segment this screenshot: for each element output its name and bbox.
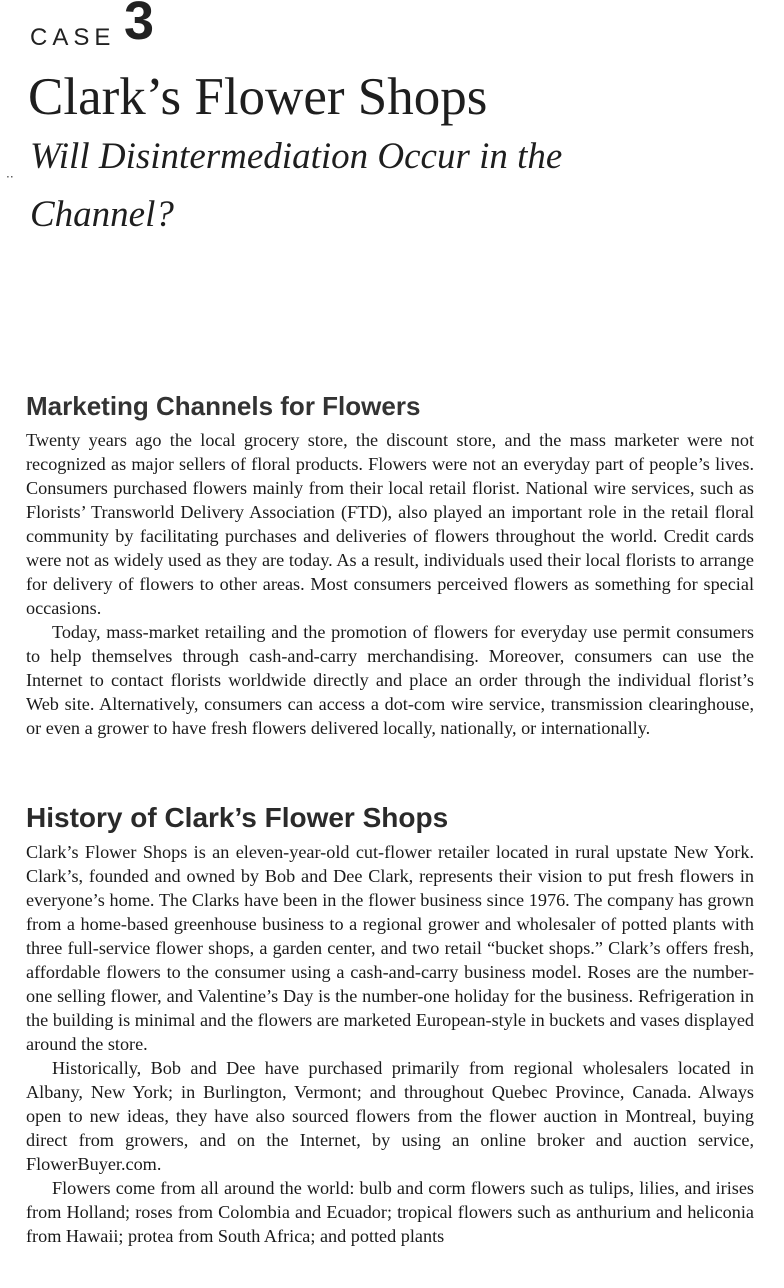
paragraph: Historically, Bob and Dee have purchased primarily from regional wholesalers located in Albany, New York; in Burlington, Vermont; and throughout Quebec Province, Canada. Always open to new ideas, they have also sourced flowers from the flower auction in Montreal, buying direct from growers, and on the Internet, by using an online broker and auction service, FlowerBuyer.com. bbox=[26, 1058, 754, 1174]
section-body bbox=[26, 428, 754, 740]
case-number: 3 bbox=[124, 0, 155, 51]
section-heading: Marketing Channels for Flowers bbox=[26, 391, 421, 421]
case-subtitle: Will Disintermediation Occur in the Channel? bbox=[30, 136, 563, 235]
section-body bbox=[26, 840, 754, 1248]
section-marketing-channels bbox=[26, 388, 754, 740]
case-word: CASE bbox=[30, 24, 116, 51]
section-heading: History of Clark’s Flower Shops bbox=[26, 802, 449, 833]
paragraph: Twenty years ago the local grocery store, the discount store, and the mass marketer were not recognized as major sellers of floral products. Flowers were not an everyday part of people’s lives. Consumers purchased flowers mainly from their local retail florist. National wire services, such as Florists’ Transworld Delivery Association (FTD), also played an important role in the retail floral community by facilitating purchases and deliveries of flowers throughout the world. Credit cards were not as widely used as they are today. As a result, individuals used their local florists to arrange for delivery of flowers to other areas. Most consumers perceived flowers as something for special occasions. bbox=[26, 430, 754, 618]
section-history bbox=[26, 800, 754, 1248]
paragraph: Clark’s Flower Shops is an eleven-year-old cut-flower retailer located in rural upstate New York. Clark’s, founded and owned by Bob and Dee Clark, represents their vision to put fresh flowers in everyone’s home. The Clarks have been in the flower business since 1976. The company has grown from a home-based greenhouse business to a regional grower and wholesaler of potted plants with three full-service flower shops, a garden center, and two retail “bucket shops.” Clark’s offers fresh, affordable flowers to the consumer using a cash-and-carry business model. Roses are the number-one selling flower, and Valentine’s Day is the number-one holiday for the business. Refrigeration in the building is minimal and the flowers are marketed European-style in buckets and vases displayed around the store. bbox=[26, 842, 754, 1054]
paragraph: Flowers come from all around the world: bulb and corm flowers such as tulips, lilies, and irises from Holland; roses from Colombia and Ecuador; tropical flowers such as anthurium and heliconia from Hawaii; protea from South Africa; and potted plants bbox=[26, 1178, 754, 1246]
paragraph: Today, mass-market retailing and the promotion of flowers for everyday use permit consumers to help themselves through cash-and-carry merchandising. Moreover, consumers can use the Internet to contact florists worldwide directly and place an order through the individual florist’s Web site. Alternatively, consumers can access a dot-com wire service, transmission clearinghouse, or even a grower to have fresh flowers delivered locally, nationally, or internationally. bbox=[26, 622, 754, 738]
case-title: Clark’s Flower Shops bbox=[28, 68, 488, 126]
scan-marks: ⋅⋅ bbox=[6, 170, 14, 184]
